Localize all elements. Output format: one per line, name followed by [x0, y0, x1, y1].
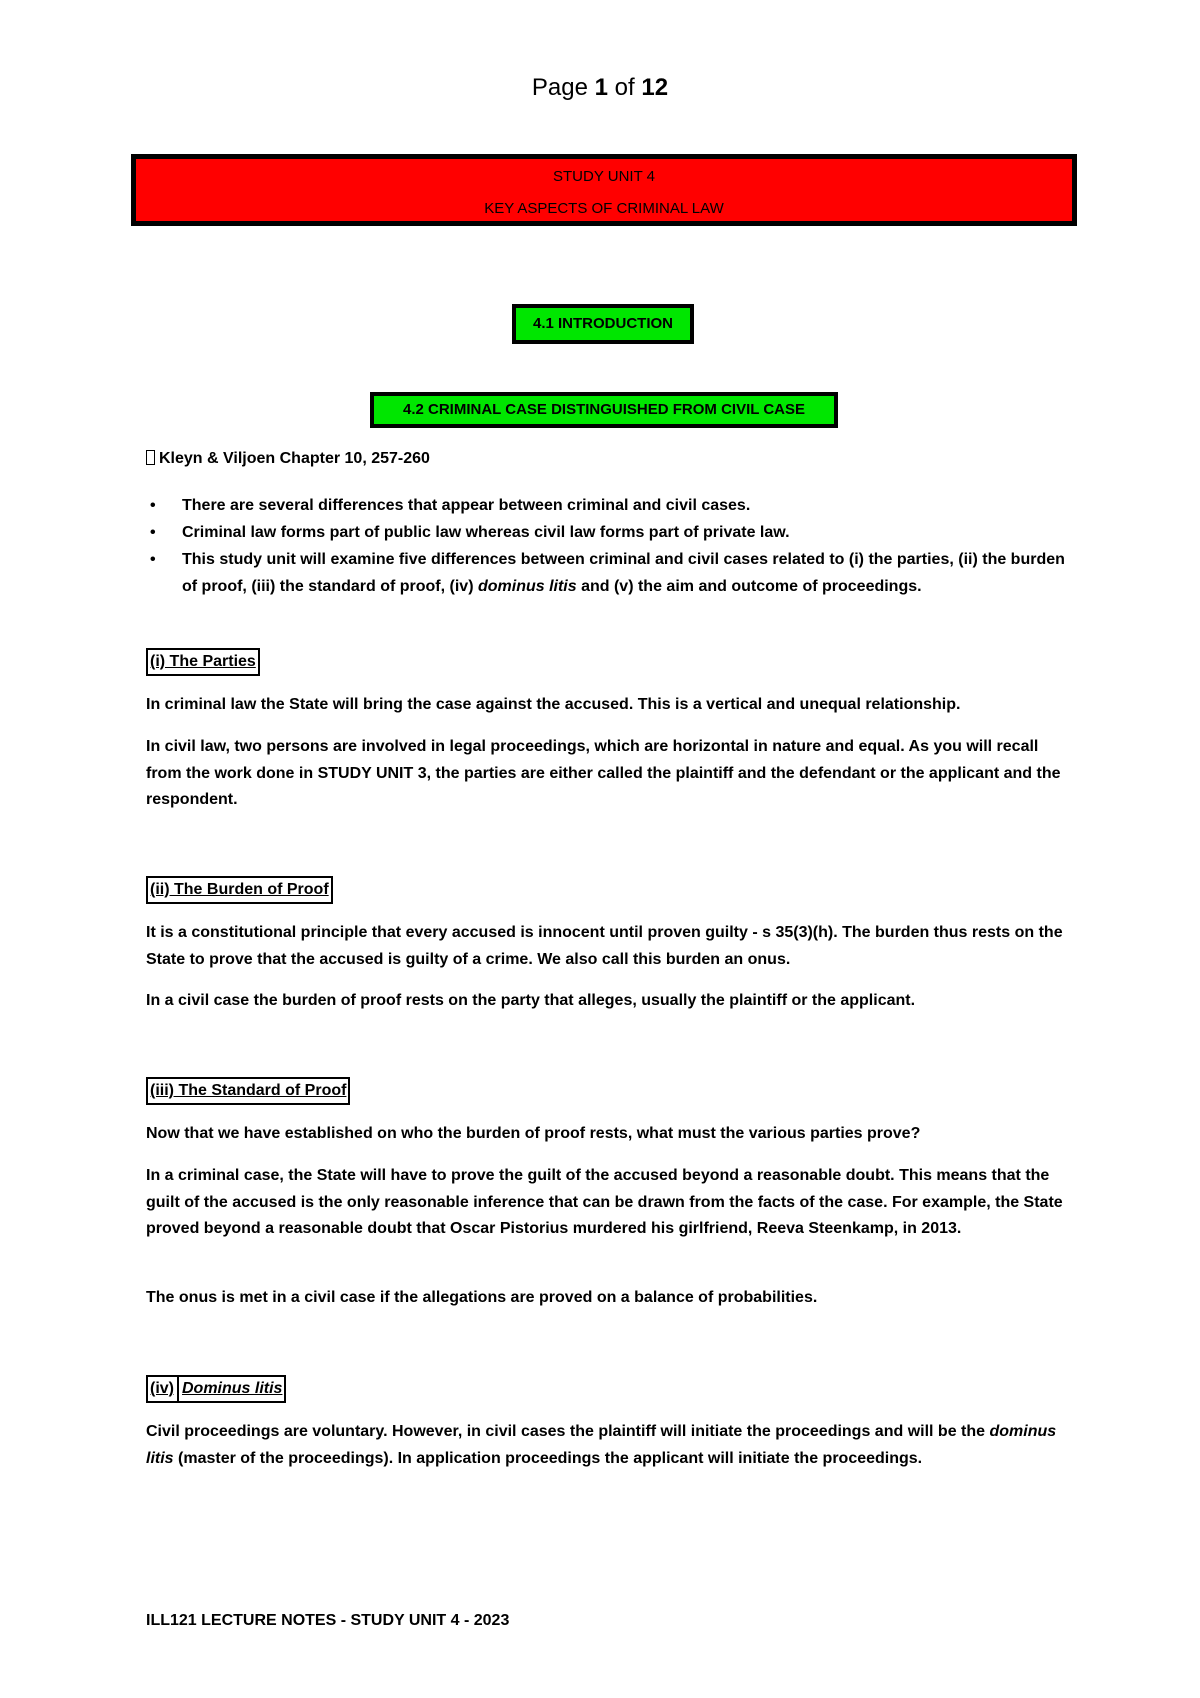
- parties-paragraph-1: In criminal law the State will bring the case against the accused. This is a vertical and unequal relationship.: [146, 696, 961, 713]
- list-item: [146, 492, 1066, 519]
- study-unit-title: KEY ASPECTS OF CRIMINAL LAW: [484, 200, 724, 217]
- subheading-dominus-litis: [146, 1375, 286, 1403]
- bullet-icon: •: [150, 551, 156, 568]
- reading-reference-text: Kleyn & Viljoen Chapter 10, 257-260: [159, 450, 430, 467]
- list-item: [146, 546, 1066, 600]
- list-item: [146, 519, 1066, 546]
- bullet-icon: •: [150, 524, 156, 541]
- subheading-divider: [177, 1377, 179, 1401]
- heading-introduction: 4.1 INTRODUCTION: [512, 304, 694, 344]
- burden-paragraph-2: In a civil case the burden of proof rests on the party that alleges, usually the plaintiff or the applicant.: [146, 992, 916, 1009]
- standard-paragraph-2: In a criminal case, the State will have to prove the guilt of the accused beyond a reasonable doubt. This means that the guilt of the accused is the only reasonable inference that can be drawn from the facts of the case. For example, the State proved beyond a reasonable doubt that Oscar Pistorius murdered his girlfriend, Reeva Steenkamp, in 2013.: [146, 1167, 1063, 1237]
- page-footer: ILL121 LECTURE NOTES - STUDY UNIT 4 - 2023: [146, 1612, 510, 1629]
- subheading-burden-of-proof: (ii) The Burden of Proof: [146, 876, 333, 904]
- reading-reference: [146, 446, 1066, 473]
- list-item-text: Criminal law forms part of public law whereas civil law forms part of private law.: [182, 524, 790, 541]
- page-number-separator: of: [608, 74, 642, 101]
- standard-paragraph-3: The onus is met in a civil case if the allegations are proved on a balance of probabilities.: [146, 1289, 818, 1306]
- list-item-text: This study unit will examine five differences between criminal and civil cases related to (i) the parties, (ii) the burden of proof, (iii) the standard of proof, (iv): [182, 551, 1065, 595]
- list-item-text-end: and (v) the aim and outcome of proceedings.: [576, 578, 922, 595]
- subheading-number: (iv): [150, 1380, 174, 1397]
- differences-list: [146, 492, 1066, 600]
- list-item-text: There are several differences that appear between criminal and civil cases.: [182, 497, 751, 514]
- parties-paragraph-2: In civil law, two persons are involved in legal proceedings, which are horizontal in nature and equal. As you will recall from the work done in STUDY UNIT 3, the parties are either called the plaintiff and the defendant or the applicant and the respondent.: [146, 738, 1061, 808]
- burden-paragraph-1: It is a constitutional principle that every accused is innocent until proven guilty - s 35(3)(h). The burden thus rests on the State to prove that the accused is guilty of a crime. We also call this burden an onus.: [146, 924, 1063, 968]
- dominus-text-end: (master of the proceedings). In application proceedings the applicant will initiate the proceedings.: [173, 1449, 923, 1467]
- heading-criminal-vs-civil: 4.2 CRIMINAL CASE DISTINGUISHED FROM CIVIL CASE: [370, 392, 838, 428]
- page-number: [0, 74, 1200, 102]
- subheading-standard-of-proof: (iii) The Standard of Proof: [146, 1077, 350, 1105]
- list-item-italic-term: dominus litis: [477, 578, 577, 595]
- subheading-parties: (i) The Parties: [146, 648, 260, 676]
- dominus-paragraph-1: [146, 1419, 1066, 1472]
- page-number-current: 1: [594, 74, 608, 101]
- standard-paragraph-1: Now that we have established on who the burden of proof rests, what must the various parties prove?: [146, 1125, 921, 1142]
- bullet-icon: •: [150, 497, 156, 514]
- dominus-italic-term: dominus litis: [146, 1423, 1057, 1467]
- page-number-total: 12: [641, 74, 669, 101]
- study-unit-title-box: [131, 154, 1077, 226]
- study-unit-number: STUDY UNIT 4: [553, 168, 655, 185]
- book-icon: [146, 450, 155, 465]
- dominus-text-start: Civil proceedings are voluntary. However, in civil cases the plaintiff will initiate the proceedings and will be the: [146, 1423, 990, 1440]
- page-number-prefix: Page: [531, 74, 595, 101]
- subheading-term: Dominus litis: [182, 1380, 283, 1397]
